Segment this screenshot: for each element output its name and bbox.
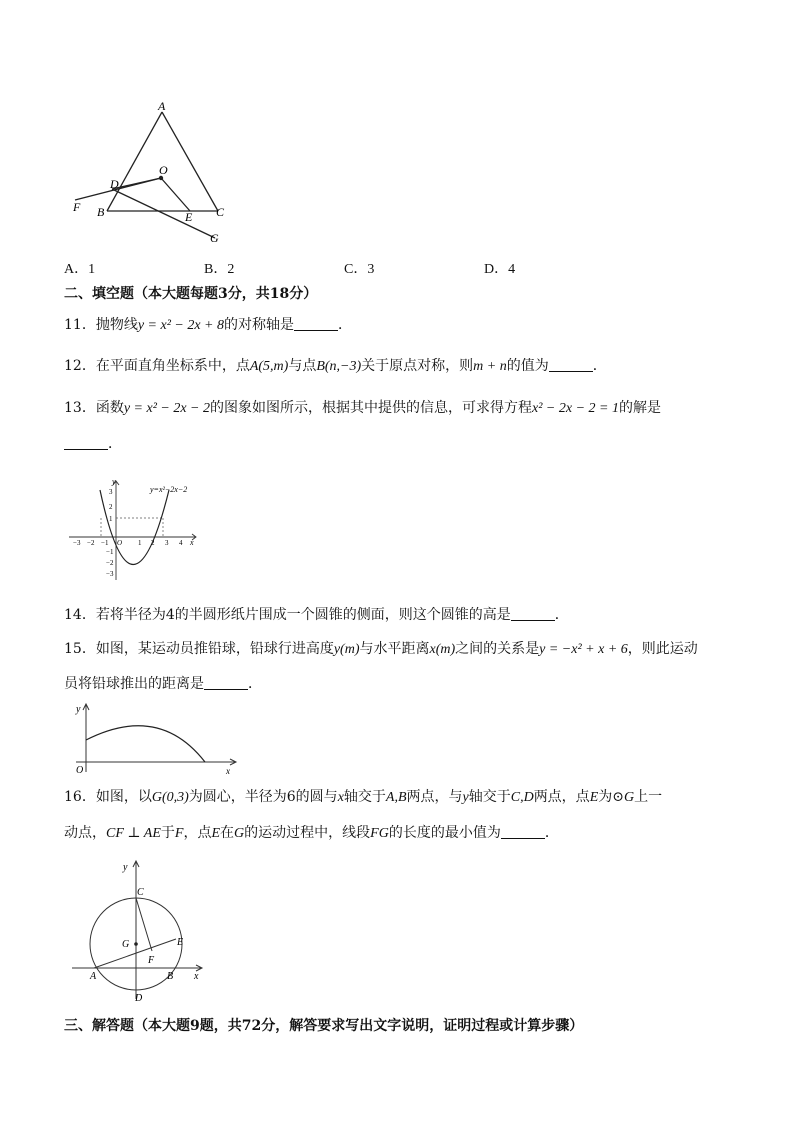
label-G: G xyxy=(210,231,219,245)
question-15 xyxy=(64,639,698,660)
q16-cd: C,D xyxy=(510,790,534,805)
triangle-figure xyxy=(60,98,240,248)
q15-func: y = −x² + x + 6 xyxy=(539,642,628,657)
question-13 xyxy=(64,398,661,419)
q16-y: y xyxy=(462,790,469,805)
q11-prefix: 11．抛物线 xyxy=(64,317,138,333)
q16-fg: FG xyxy=(370,826,389,841)
ytick: −3 xyxy=(106,570,114,578)
fig16-E: E xyxy=(177,937,184,948)
circle-figure xyxy=(64,855,214,1005)
q12-point-b: B(n,−3) xyxy=(316,359,362,374)
question-13-line2 xyxy=(64,434,122,454)
q16-end: ． xyxy=(544,825,559,841)
fig16-y: y xyxy=(123,862,128,873)
q12-prefix: 12．在平面直角坐标系中，点 xyxy=(64,358,250,374)
graph15-origin: O xyxy=(76,765,84,776)
q16-e: E xyxy=(589,790,599,805)
q12-suffix2: 的值为 xyxy=(506,358,549,374)
shot-put-graph xyxy=(64,700,244,778)
trajectory-curve xyxy=(86,726,205,762)
q13-eq: x² − 2x − 2 = 1 xyxy=(532,401,619,416)
fig16-D: D xyxy=(135,993,143,1004)
label-C: C xyxy=(216,205,225,219)
q15-end: ． xyxy=(248,676,262,692)
q16-e2: E xyxy=(211,826,221,841)
answer-blank-13[interactable] xyxy=(64,435,108,450)
question-12 xyxy=(64,356,607,377)
question-16-line2 xyxy=(64,823,559,844)
graph15-y-label: y xyxy=(76,704,81,715)
q15-text-b: 与水平距离 xyxy=(359,641,430,657)
graph15-x-label: x xyxy=(226,766,230,776)
q16-t3: 轴交于 xyxy=(343,789,386,805)
question-15-line2 xyxy=(64,674,262,694)
xtick: −1 xyxy=(101,539,109,547)
xtick: 4 xyxy=(179,539,183,547)
ytick: −2 xyxy=(106,559,114,567)
fig16-C: C xyxy=(137,887,144,898)
label-B: B xyxy=(97,205,105,219)
answer-blank-16[interactable] xyxy=(501,824,545,839)
q16-t9: 动点， xyxy=(64,825,106,841)
q16-t4: 两点，与 xyxy=(406,789,463,805)
q16-t2: 为圆心，半径为6的圆与 xyxy=(188,789,338,805)
q15-line2: 员将铅球推出的距离是 xyxy=(64,676,204,692)
q16-t6: 两点，点 xyxy=(533,789,590,805)
q13-mid: 的图象如图所示，根据其中提供的信息，可求得方程 xyxy=(210,400,533,416)
q16-t1: 16．如图，以 xyxy=(64,789,152,805)
q16-t13: 的运动过程中，线段 xyxy=(244,825,371,841)
q11-expr: y = x² − 2x + 8 xyxy=(137,318,225,333)
xtick: 2 xyxy=(151,539,155,547)
q13-suffix: 的解是 xyxy=(618,400,661,416)
fig16-A: A xyxy=(90,971,97,982)
ytick: 2 xyxy=(109,503,113,511)
q12-sum: m + n xyxy=(473,359,507,374)
q16-g: G(0,3) xyxy=(151,790,189,805)
q16-cf: CF ⊥ AE xyxy=(106,826,161,841)
xtick: 3 xyxy=(165,539,169,547)
xtick: −2 xyxy=(87,539,95,547)
q13-func: y = x² − 2x − 2 xyxy=(123,401,211,416)
fig16-G: G xyxy=(122,939,130,950)
q16-gv: G xyxy=(623,790,635,805)
q14-text: 14．若将半径为4的半圆形纸片围成一个圆锥的侧面，则这个圆锥的高是 xyxy=(64,607,511,623)
parabola-graph xyxy=(64,475,204,585)
label-O: O xyxy=(159,163,168,177)
q12-mid: 与点 xyxy=(288,358,317,374)
option-b: B．2 xyxy=(204,262,235,277)
option-d: D．4 xyxy=(484,262,516,277)
q16-t12: 在 xyxy=(220,825,235,841)
origin-label: O xyxy=(117,539,123,547)
label-D: D xyxy=(110,177,119,191)
q16-x: x xyxy=(337,790,344,805)
answer-blank-14[interactable] xyxy=(511,606,555,621)
ytick: 3 xyxy=(109,488,113,496)
answer-blank-12[interactable] xyxy=(549,357,593,372)
answer-blank-15[interactable] xyxy=(204,675,248,690)
q16-t11: ，点 xyxy=(183,825,212,841)
xtick: −3 xyxy=(73,539,81,547)
question-11 xyxy=(64,315,352,336)
section-3-title: 三、解答题（本大题9题，共72分，解答要求写出文字说明，证明过程或计算步骤） xyxy=(64,1018,584,1034)
section-2-title: 二、填空题（本大题每题3分，共18分） xyxy=(64,286,318,302)
q16-ab: A,B xyxy=(385,790,407,805)
label-F: F xyxy=(73,200,81,214)
q13-end: ． xyxy=(108,436,122,452)
q16-f: F xyxy=(174,826,184,841)
q11-end: ． xyxy=(338,317,353,333)
q15-text-a: 15．如图，某运动员推铅球，铅球行进高度 xyxy=(64,641,334,657)
label-E: E xyxy=(185,210,193,224)
q16-t5: 轴交于 xyxy=(468,789,511,805)
question-16 xyxy=(64,787,662,808)
option-c: C．3 xyxy=(344,262,375,277)
q11-suffix: 的对称轴是 xyxy=(224,317,295,333)
graph13-func-label: y=x²−2x−2 xyxy=(150,485,188,494)
q13-prefix: 13．函数 xyxy=(64,400,124,416)
ytick: 1 xyxy=(109,515,113,523)
ytick: −1 xyxy=(106,548,114,556)
q16-t10: 于 xyxy=(160,825,175,841)
q12-point-a: A(5,m) xyxy=(249,359,289,374)
xtick: 1 xyxy=(138,539,142,547)
fig16-F: F xyxy=(148,955,155,966)
label-A: A xyxy=(158,99,166,113)
q12-end: ． xyxy=(592,358,607,374)
option-a: A．1 xyxy=(64,262,96,277)
answer-blank-11[interactable] xyxy=(294,316,338,331)
fig16-B: B xyxy=(167,971,174,982)
q12-suffix: 关于原点对称，则 xyxy=(361,358,474,374)
q15-text-d: ，则此运动 xyxy=(627,641,698,657)
q16-t7: 为⊙ xyxy=(598,789,624,805)
graph13-x-label: x xyxy=(190,538,194,547)
question-14 xyxy=(64,605,569,625)
q16-t8: 上一 xyxy=(634,789,663,805)
q15-xm: x(m) xyxy=(429,642,456,657)
graph13-y-label: y xyxy=(112,477,116,486)
q14-end: ． xyxy=(554,607,569,623)
q16-t14: 的长度的最小值为 xyxy=(388,825,501,841)
q15-text-c: 之间的关系是 xyxy=(455,641,540,657)
q16-g2: G xyxy=(234,826,245,841)
fig16-x: x xyxy=(194,971,199,982)
q15-ym: y(m) xyxy=(333,642,360,657)
